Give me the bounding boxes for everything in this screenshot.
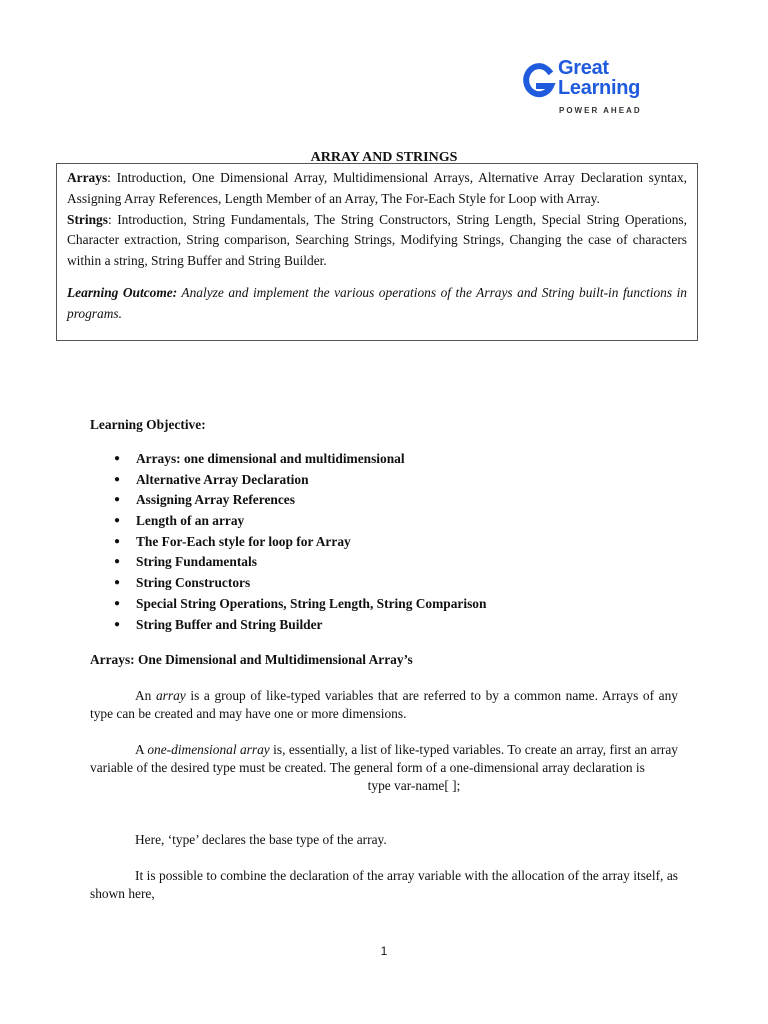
objective-item: ● String Constructors: [90, 574, 678, 595]
objective-item: ● Arrays: one dimensional and multidimensional: [90, 450, 678, 471]
arrays-summary: Arrays: Introduction, One Dimensional Array, Multidimensional Arrays, Alternative Array Declaration syntax, Assigning Array References, Length Member of an Array, The For-Each Style for Loop with Array.: [67, 170, 687, 206]
paragraph-type: Here, ‘type’ declares the base type of the array.: [135, 832, 387, 848]
objective-item: ● Length of an array: [90, 512, 678, 533]
logo-wordmark: Great Learning: [558, 57, 641, 99]
main-content: [90, 416, 678, 903]
great-learning-g-icon: [522, 62, 556, 100]
objectives-heading: Learning Objective:: [90, 417, 206, 432]
page-number: 1: [380, 944, 388, 958]
objective-item: ● Alternative Array Declaration: [90, 471, 678, 492]
great-learning-logo: [522, 58, 662, 118]
paragraph-one-dimensional: A one-dimensional array is, essentially, a list of like-typed variables. To create an array, first an array variable of the desired type must be created. The general form of a one-dimensional array declaration is: [90, 742, 678, 776]
objective-item: ● Special String Operations, String Length, String Comparison: [90, 595, 678, 616]
strings-summary: Strings: Introduction, String Fundamentals, The String Constructors, String Length, Special String Operations, Character extraction, String comparison, Searching Strings, Modifying Strings, Changing the case of characters within a string, String Buffer and String Builder.: [67, 211, 687, 269]
learning-outcome: Learning Outcome: Analyze and implement the various operations of the Arrays and String built-in functions in programs.: [67, 284, 687, 321]
section-heading: Arrays: One Dimensional and Multidimensional Array’s: [90, 652, 413, 668]
objective-item: ● Assigning Array References: [90, 491, 678, 512]
paragraph-combine: It is possible to combine the declaration of the array variable with the allocation of the array itself, as shown here,: [90, 868, 678, 902]
paragraph-array-definition: An array is a group of like-typed variables that are referred to by a common name. Arrays of any type can be created and may have one or more dimensions.: [90, 688, 678, 722]
objective-item: ● String Fundamentals: [90, 553, 678, 574]
logo-tagline: POWER AHEAD: [559, 106, 642, 115]
code-declaration: type var-name[ ];: [367, 778, 461, 794]
objective-item: ● String Buffer and String Builder: [90, 616, 678, 637]
document-title: ARRAY AND STRINGS: [310, 150, 458, 165]
summary-box: [56, 163, 698, 341]
objective-item: ● The For-Each style for loop for Array: [90, 533, 678, 554]
objectives-list: [90, 450, 678, 636]
